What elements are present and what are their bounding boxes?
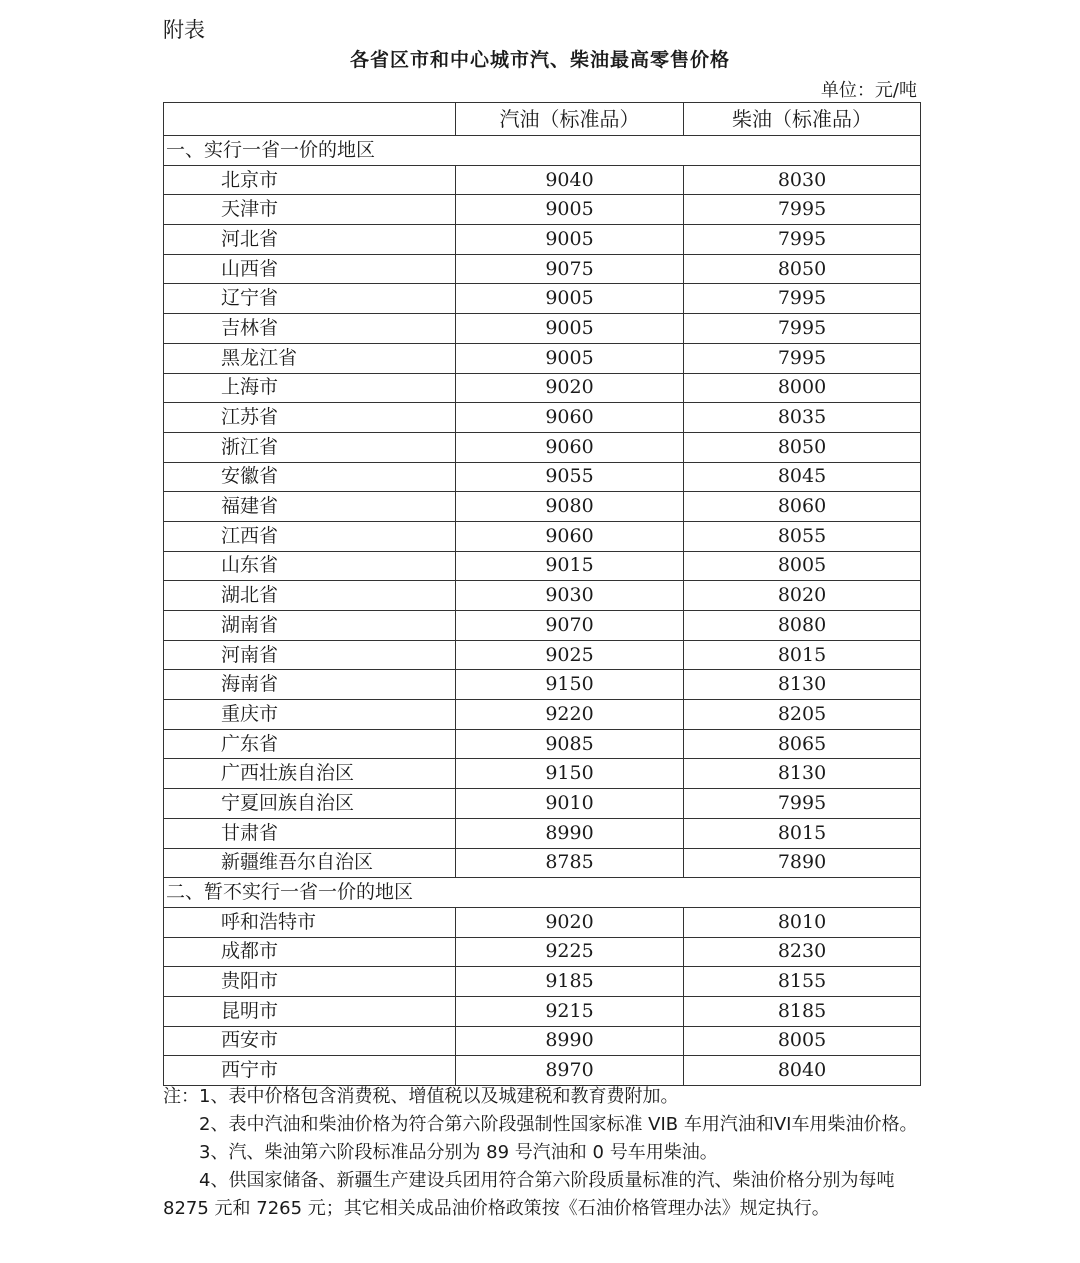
region-cell: 湖南省 xyxy=(164,611,456,641)
table-row xyxy=(164,907,921,937)
section-row xyxy=(164,878,921,908)
diesel-price-cell: 8205 xyxy=(684,700,921,730)
gasoline-price-cell: 9020 xyxy=(456,907,684,937)
diesel-price-cell: 8230 xyxy=(684,937,921,967)
section-row xyxy=(164,136,921,166)
gasoline-price-cell: 9015 xyxy=(456,551,684,581)
header-diesel: 柴油（标准品） xyxy=(684,103,921,136)
price-table xyxy=(163,102,921,1086)
diesel-price-cell: 8065 xyxy=(684,729,921,759)
gasoline-price-cell: 9150 xyxy=(456,670,684,700)
diesel-price-cell: 8005 xyxy=(684,551,921,581)
region-cell: 山东省 xyxy=(164,551,456,581)
table-row xyxy=(164,1056,921,1086)
gasoline-price-cell: 9085 xyxy=(456,729,684,759)
region-cell: 河南省 xyxy=(164,640,456,670)
region-cell: 天津市 xyxy=(164,195,456,225)
table-row xyxy=(164,492,921,522)
header-gasoline: 汽油（标准品） xyxy=(456,103,684,136)
table-row xyxy=(164,195,921,225)
table-row xyxy=(164,789,921,819)
table-row xyxy=(164,937,921,967)
region-cell: 江苏省 xyxy=(164,403,456,433)
gasoline-price-cell: 8990 xyxy=(456,1026,684,1056)
region-cell: 上海市 xyxy=(164,373,456,403)
gasoline-price-cell: 9060 xyxy=(456,432,684,462)
region-cell: 北京市 xyxy=(164,165,456,195)
table-row xyxy=(164,729,921,759)
diesel-price-cell: 8130 xyxy=(684,759,921,789)
diesel-price-cell: 7995 xyxy=(684,343,921,373)
region-cell: 吉林省 xyxy=(164,314,456,344)
diesel-price-cell: 8015 xyxy=(684,640,921,670)
gasoline-price-cell: 9070 xyxy=(456,611,684,641)
diesel-price-cell: 8050 xyxy=(684,432,921,462)
gasoline-price-cell: 9020 xyxy=(456,373,684,403)
diesel-price-cell: 8060 xyxy=(684,492,921,522)
gasoline-price-cell: 9005 xyxy=(456,195,684,225)
table-row xyxy=(164,254,921,284)
gasoline-price-cell: 9225 xyxy=(456,937,684,967)
diesel-price-cell: 8080 xyxy=(684,611,921,641)
diesel-price-cell: 8055 xyxy=(684,521,921,551)
region-cell: 宁夏回族自治区 xyxy=(164,789,456,819)
region-cell: 河北省 xyxy=(164,225,456,255)
gasoline-price-cell: 9025 xyxy=(456,640,684,670)
region-cell: 贵阳市 xyxy=(164,967,456,997)
diesel-price-cell: 8155 xyxy=(684,967,921,997)
gasoline-price-cell: 9215 xyxy=(456,996,684,1026)
diesel-price-cell: 8020 xyxy=(684,581,921,611)
note-2: 2、表中汽油和柴油价格为符合第六阶段强制性国家标准 VIB 车用汽油和VI车用柴油价格。 xyxy=(199,1114,918,1135)
diesel-price-cell: 8030 xyxy=(684,165,921,195)
gasoline-price-cell: 9080 xyxy=(456,492,684,522)
region-cell: 重庆市 xyxy=(164,700,456,730)
diesel-price-cell: 8130 xyxy=(684,670,921,700)
table-row xyxy=(164,314,921,344)
notes xyxy=(163,1083,920,1223)
document-title: 各省区市和中心城市汽、柴油最高零售价格 xyxy=(349,49,730,71)
table-header-row xyxy=(164,103,921,136)
gasoline-price-cell: 8785 xyxy=(456,848,684,878)
gasoline-price-cell: 9005 xyxy=(456,284,684,314)
header-region xyxy=(164,103,456,136)
gasoline-price-cell: 9040 xyxy=(456,165,684,195)
region-cell: 辽宁省 xyxy=(164,284,456,314)
gasoline-price-cell: 8970 xyxy=(456,1056,684,1086)
table-row xyxy=(164,343,921,373)
gasoline-price-cell: 9005 xyxy=(456,314,684,344)
region-cell: 西宁市 xyxy=(164,1056,456,1086)
section-title: 一、实行一省一价的地区 xyxy=(164,136,921,166)
gasoline-price-cell: 9185 xyxy=(456,967,684,997)
table-row xyxy=(164,403,921,433)
region-cell: 山西省 xyxy=(164,254,456,284)
gasoline-price-cell: 9060 xyxy=(456,521,684,551)
table-row xyxy=(164,284,921,314)
gasoline-price-cell: 9005 xyxy=(456,225,684,255)
diesel-price-cell: 8040 xyxy=(684,1056,921,1086)
table-row xyxy=(164,462,921,492)
table-row xyxy=(164,818,921,848)
region-cell: 福建省 xyxy=(164,492,456,522)
region-cell: 广东省 xyxy=(164,729,456,759)
table-row xyxy=(164,581,921,611)
diesel-price-cell: 8015 xyxy=(684,818,921,848)
note-3: 3、汽、柴油第六阶段标准品分别为 89 号汽油和 0 号车用柴油。 xyxy=(199,1142,718,1163)
gasoline-price-cell: 9075 xyxy=(456,254,684,284)
section-title: 二、暂不实行一省一价的地区 xyxy=(164,878,921,908)
note-1: 注：1、表中价格包含消费税、增值税以及城建税和教育费附加。 xyxy=(163,1086,679,1107)
region-cell: 安徽省 xyxy=(164,462,456,492)
table-row xyxy=(164,521,921,551)
region-cell: 湖北省 xyxy=(164,581,456,611)
attachment-label: 附表 xyxy=(163,18,205,42)
region-cell: 新疆维吾尔自治区 xyxy=(164,848,456,878)
table-row xyxy=(164,670,921,700)
diesel-price-cell: 7995 xyxy=(684,284,921,314)
region-cell: 江西省 xyxy=(164,521,456,551)
table-row xyxy=(164,700,921,730)
table-row xyxy=(164,759,921,789)
diesel-price-cell: 7995 xyxy=(684,789,921,819)
diesel-price-cell: 8035 xyxy=(684,403,921,433)
note-4: 4、供国家储备、新疆生产建设兵团用符合第六阶段质量标准的汽、柴油价格分别为每吨 8275 元和 7265 元；其它相关成品油价格政策按《石油价格管理办法》规定执行。 xyxy=(163,1170,895,1219)
region-cell: 呼和浩特市 xyxy=(164,907,456,937)
region-cell: 黑龙江省 xyxy=(164,343,456,373)
gasoline-price-cell: 9150 xyxy=(456,759,684,789)
table-row xyxy=(164,996,921,1026)
table-row xyxy=(164,640,921,670)
region-cell: 昆明市 xyxy=(164,996,456,1026)
region-cell: 甘肃省 xyxy=(164,818,456,848)
diesel-price-cell: 7995 xyxy=(684,314,921,344)
table-row xyxy=(164,165,921,195)
region-cell: 海南省 xyxy=(164,670,456,700)
table-row xyxy=(164,848,921,878)
gasoline-price-cell: 9055 xyxy=(456,462,684,492)
diesel-price-cell: 8000 xyxy=(684,373,921,403)
diesel-price-cell: 7995 xyxy=(684,225,921,255)
region-cell: 浙江省 xyxy=(164,432,456,462)
diesel-price-cell: 8185 xyxy=(684,996,921,1026)
gasoline-price-cell: 9030 xyxy=(456,581,684,611)
gasoline-price-cell: 9005 xyxy=(456,343,684,373)
diesel-price-cell: 7995 xyxy=(684,195,921,225)
gasoline-price-cell: 9010 xyxy=(456,789,684,819)
table-row xyxy=(164,551,921,581)
table-row xyxy=(164,432,921,462)
gasoline-price-cell: 9060 xyxy=(456,403,684,433)
diesel-price-cell: 8005 xyxy=(684,1026,921,1056)
table-row xyxy=(164,1026,921,1056)
diesel-price-cell: 8045 xyxy=(684,462,921,492)
diesel-price-cell: 8010 xyxy=(684,907,921,937)
region-cell: 广西壮族自治区 xyxy=(164,759,456,789)
region-cell: 西安市 xyxy=(164,1026,456,1056)
diesel-price-cell: 8050 xyxy=(684,254,921,284)
diesel-price-cell: 7890 xyxy=(684,848,921,878)
region-cell: 成都市 xyxy=(164,937,456,967)
table-row xyxy=(164,373,921,403)
table-row xyxy=(164,225,921,255)
unit-label: 单位：元/吨 xyxy=(820,80,917,101)
table-row xyxy=(164,967,921,997)
gasoline-price-cell: 9220 xyxy=(456,700,684,730)
table-row xyxy=(164,611,921,641)
gasoline-price-cell: 8990 xyxy=(456,818,684,848)
